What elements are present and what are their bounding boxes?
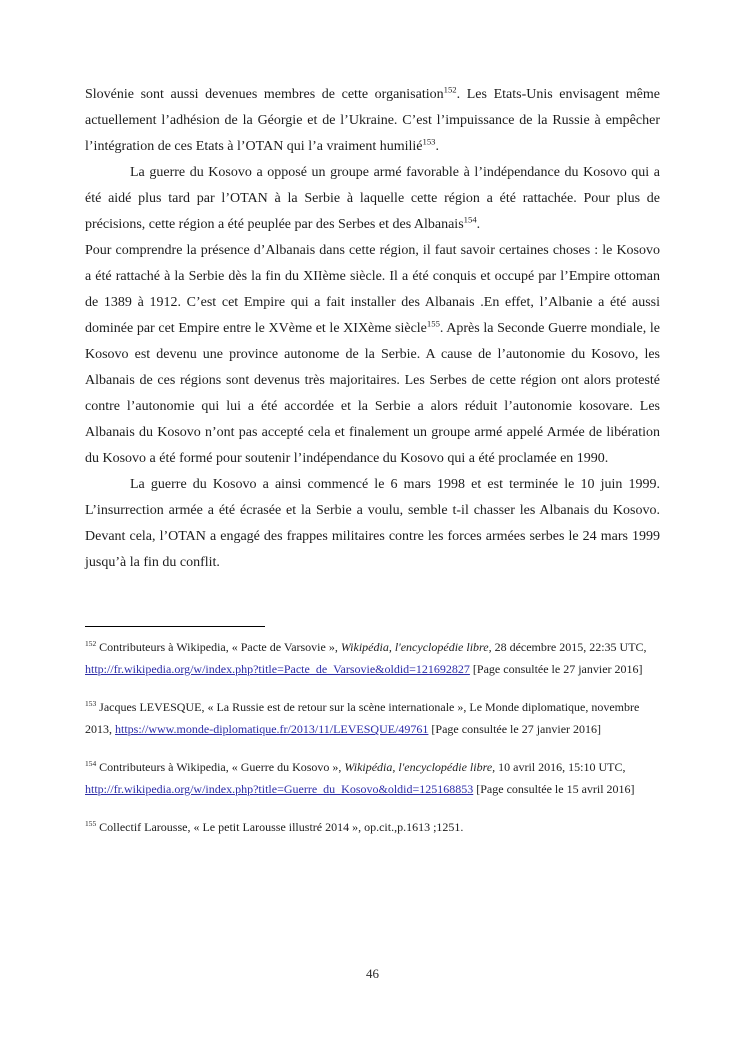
body-text	[85, 82, 660, 576]
text-run: Contributeurs à Wikipedia, « Guerre du Kosovo »,	[96, 760, 345, 774]
footnote	[85, 816, 660, 838]
text-run: Contributeurs à Wikipedia, « Pacte de Varsovie »,	[96, 640, 341, 654]
paragraph	[85, 238, 660, 472]
hyperlink[interactable]: https://www.monde-diplomatique.fr/2013/11/LEVESQUE/49761	[115, 722, 429, 736]
text-run: Pour comprendre la présence d’Albanais dans cette région, il faut savoir certaines choses : le Kosovo a été rattaché à la Serbie dès la fin du XIIème siècle. Il a été conquis et occupé par l’Empire ottoman de 1389 à 1912. C’est cet Empire qui a fait installer des Albanais .En effet, l’Albanie a été aussi dominée par cet Empire entre le XVème et le XIXème siècle	[85, 243, 660, 336]
text-run: [Page consultée le 27 janvier 2016]	[469, 662, 643, 676]
text-run: 10 avril 2016, 15:10 UTC,	[495, 760, 626, 774]
paragraph	[85, 82, 660, 160]
text-run: Slovénie sont aussi devenues membres de cette organisation	[85, 87, 444, 102]
italic-run: Wikipédia, l'encyclopédie libre,	[344, 760, 496, 774]
paragraph	[85, 472, 660, 576]
text-run: 28 décembre 2015, 22:35 UTC,	[491, 640, 647, 654]
footnote-marker: 152	[443, 84, 457, 95]
text-run: . Après la Seconde Guerre mondiale, le Kosovo est devenu une province autonome de la Serbie. A cause de l’autonomie du Kosovo, les Albanais de ces régions sont devenus très majoritaires. Les Serbes de cette région ont alors protesté contre l’autonomie qui lui a été accordée et la Serbie a alors réduit l’autonomie kosovare. Les Albanais du Kosovo n’ont pas accepté cela et finalement un groupe armé appelé Armée de libération du Kosovo a été formé pour soutenir l’indépendance du Kosovo qui a été proclamée en 1990.	[85, 321, 660, 466]
hyperlink[interactable]: http://fr.wikipedia.org/w/index.php?title=Pacte_de_Varsovie&oldid=121692827	[85, 662, 470, 676]
text-run: Collectif Larousse, « Le petit Larousse illustré 2014 », op.cit.,p.1613 ;1251.	[96, 820, 464, 834]
footnote-marker: 153	[422, 136, 436, 147]
footnote	[85, 636, 660, 680]
footnote-marker: 154	[85, 759, 97, 768]
hyperlink[interactable]: http://fr.wikipedia.org/w/index.php?title=Guerre_du_Kosovo&oldid=125168853	[85, 782, 474, 796]
paragraph	[85, 160, 660, 238]
footnote-marker: 152	[85, 639, 97, 648]
text-run: Jacques LEVESQUE, « La Russie est de retour sur la scène internationale », Le Monde diplomatique, novembre 2013,	[85, 700, 640, 736]
italic-run: Wikipédia, l'encyclopédie libre,	[340, 640, 492, 654]
text-run: [Page consultée le 15 avril 2016]	[473, 782, 635, 796]
footnote-marker: 155	[426, 318, 440, 329]
footnotes-section	[85, 627, 660, 838]
footnote	[85, 696, 660, 740]
footnote	[85, 756, 660, 800]
text-run: . Les Etats-Unis envisagent même actuellement l’adhésion de la Géorgie et de l’Ukraine. C’est l’impuissance de la Russie à empêcher l’intégration de ces Etats à l’OTAN qui l’a vraiment humilié	[85, 87, 660, 154]
text-run: .	[476, 217, 481, 232]
text-run: [Page consultée le 27 janvier 2016]	[428, 722, 602, 736]
footnote-marker: 154	[463, 214, 477, 225]
text-run: La guerre du Kosovo a ainsi commencé le 6 mars 1998 et est terminée le 10 juin 1999. L’insurrection armée a été écrasée et la Serbie a voulu, semble t-il chasser les Albanais du Kosovo. Devant cela, l’OTAN a engagé des frappes militaires contre les forces armées serbes le 24 mars 1999 jusqu’à la fin du conflit.	[85, 477, 660, 570]
footnote-marker: 153	[85, 699, 97, 708]
text-run: La guerre du Kosovo a opposé un groupe armé favorable à l’indépendance du Kosovo qui a été aidé plus tard par l’OTAN à la Serbie à laquelle cette région a été rattachée. Pour plus de précisions, cette région a été peuplée par des Serbes et des Albanais	[85, 165, 660, 232]
text-run: .	[435, 139, 440, 154]
footnote-marker: 155	[85, 819, 97, 828]
page-number: 46	[366, 966, 379, 981]
